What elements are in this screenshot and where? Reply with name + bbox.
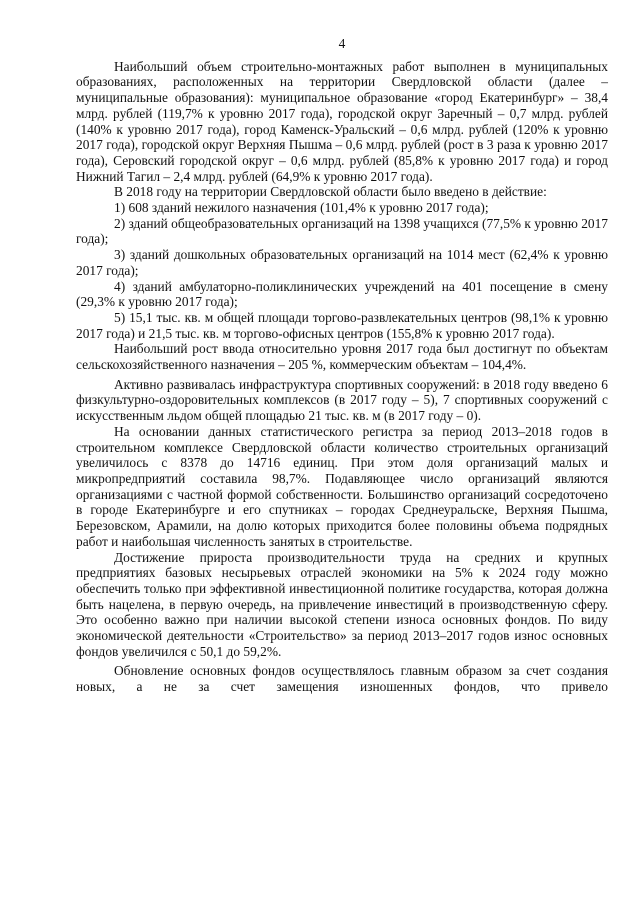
paragraph-sports-infrastructure: Активно развивалась инфраструктура спортивных сооружений: в 2018 году введено 6 физкультурно-оздоровительных комплексов (в 2017 году – 5), 7 спортивных сооружений с искусственным льдом общей площадью 21 тыс. кв. м (в 2017 году – 0). xyxy=(76,376,608,424)
paragraph-productivity: Достижение прироста производительности труда на средних и крупных предприятиях базовых несырьевых отраслей экономики на 5% к 2024 году можно обеспечить только при эффективной инвестиционной политике государства, которая должна быть нацелена, в первую очередь, на привлечение инвестиций в производственную сферу. Это особенно важно при наличии высокой степени износа основных фондов. По виду экономической деятельности «Строительство» за период 2013–2017 годов износ основных фондов увеличился с 50,1 до 59,2%. xyxy=(76,549,608,659)
paragraph-growth: Наибольший рост ввода относительно уровня 2017 года был достигнут по объектам сельскохозяйственного назначения – 205 %, коммерческим объектам – 104,4%. xyxy=(76,341,608,373)
paragraph-construction-volume: Наибольший объем строительно-монтажных работ выполнен в муниципальных образованиях, расположенных на территории Свердловской области (далее – муниципальные образования): муниципальное образование «город Екатеринбург» – 38,4 млрд. рублей (119,7% к уровню 2017 года), городской округ Заречный – 0,7 млрд. рублей (140% к уровню 2017 года), город Каменск-Уральский – 0,6 млрд. рублей (120% к уровню 2017 года), городской округ Верхняя Пышма – 0,6 млрд. рублей (рост в 3 раза к уровню 2017 года), Серовский городской округ – 0,6 млрд. рублей (85,8% к уровню 2017 года) и город Нижний Тагил – 2,4 млрд. рублей (64,9% к уровню 2017 года). xyxy=(76,58,608,184)
list-item: 2) зданий общеобразовательных организаций на 1398 учащихся (77,5% к уровню 2017 года); xyxy=(76,215,608,247)
list-item: 3) зданий дошкольных образовательных организаций на 1014 мест (62,4% к уровню 2017 года); xyxy=(76,247,608,278)
list-item: 4) зданий амбулаторно-поликлинических учреждений на 401 посещение в смену (29,3% к уровню 2017 года); xyxy=(76,278,608,310)
paragraph-commissioned-intro: В 2018 году на территории Свердловской области было введено в действие: xyxy=(114,184,547,200)
paragraph-fixed-assets: Обновление основных фондов осуществлялось главным образом за счет создания новых, а не за счет замещения изношенных фондов, что привело xyxy=(76,663,608,695)
list-item: 1) 608 зданий нежилого назначения (101,4% к уровню 2017 года); xyxy=(114,200,489,216)
list-item: 5) 15,1 тыс. кв. м общей площади торгово-развлекательных центров (98,1% к уровню 2017 года) и 21,5 тыс. кв. м торгово-офисных центров (155,8% к уровню 2017 года). xyxy=(76,309,608,341)
paragraph-statistical-register: На основании данных статистического регистра за период 2013–2018 годов в строительном комплексе Свердловской области количество строительных организаций увеличилось с 8378 до 14716 единиц. При этом доля организаций малых и микропредприятий составила 98,7%. Подавляющее число организаций являются организациями с частной формой собственности. Большинство организаций сосредоточено в городе Екатеринбурге и его спутниках – городах Среднеуральске, Верхняя Пышма, Березовском, Арамили, на долю которых приходится более половины объема подрядных работ и наибольшая численность занятых в строительстве. xyxy=(76,423,608,549)
page-number: 4 xyxy=(338,36,346,51)
document-page xyxy=(76,36,608,695)
